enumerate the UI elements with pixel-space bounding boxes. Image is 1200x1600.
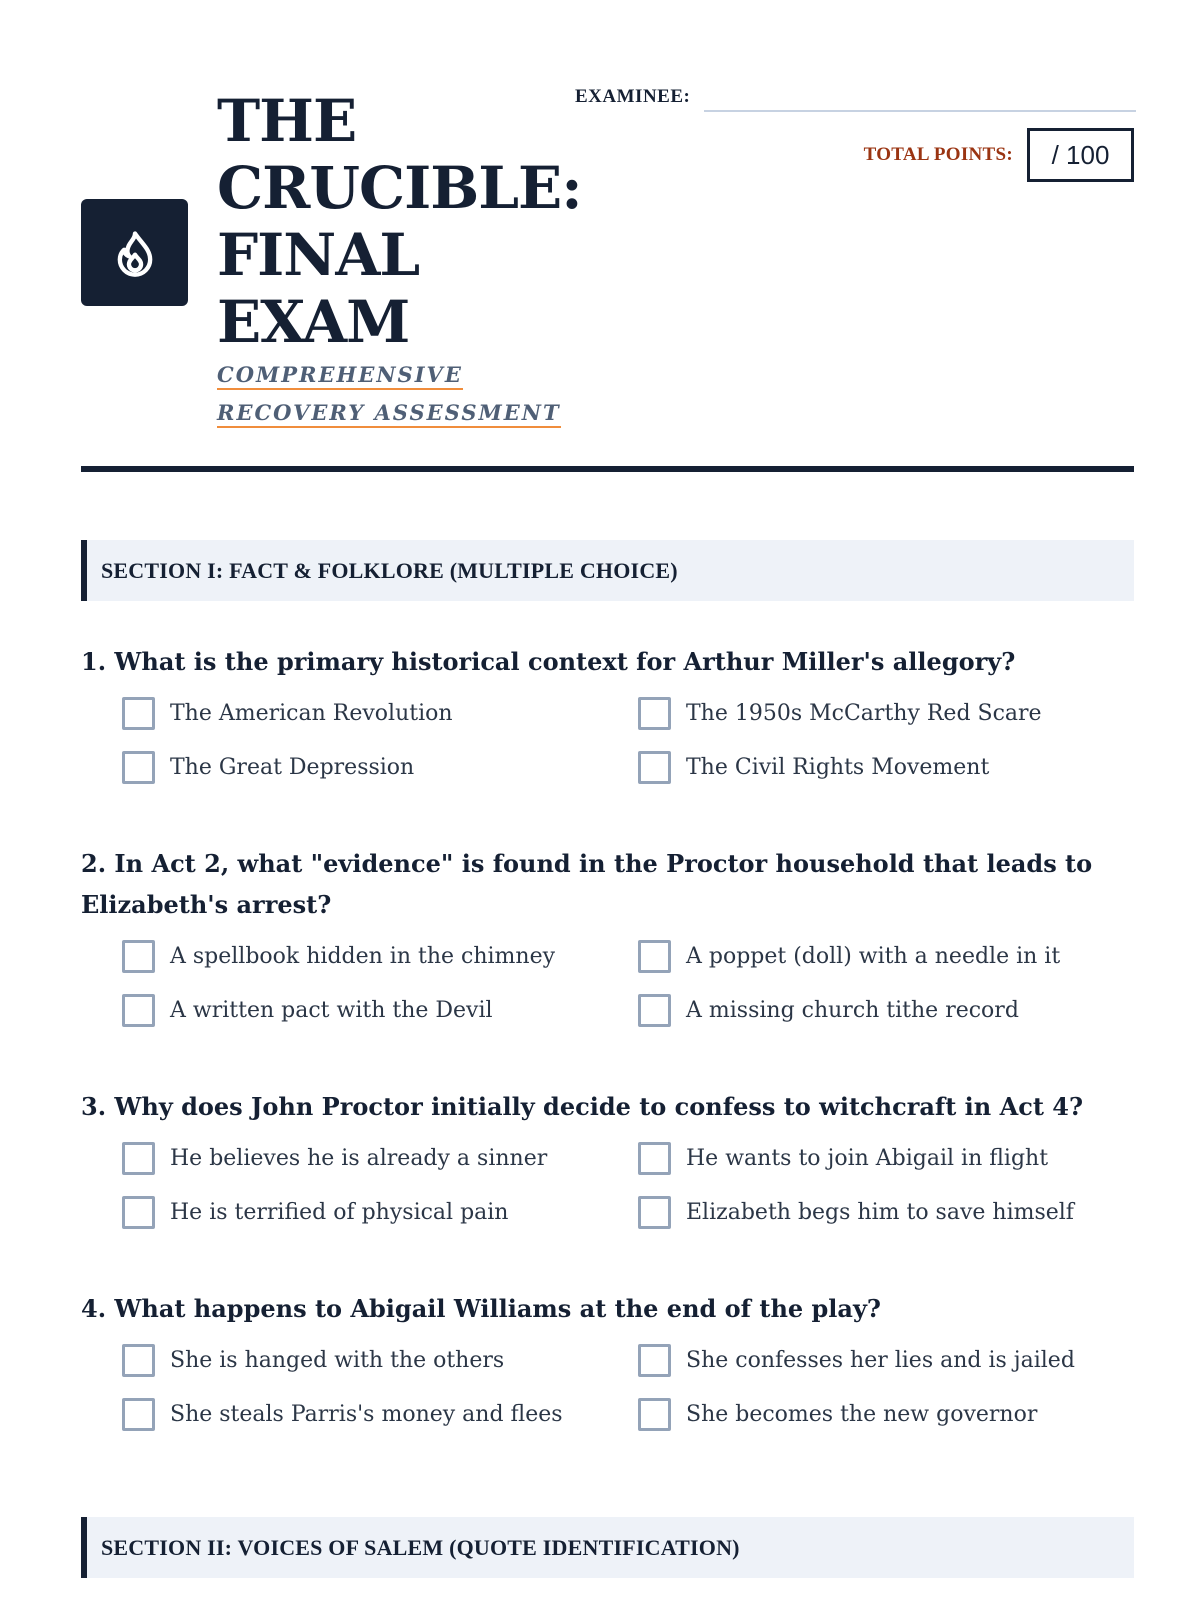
option-label: A poppet (doll) with a needle in it xyxy=(686,943,1061,969)
question-3 xyxy=(81,1086,1134,1229)
examinee-label: EXAMINEE: xyxy=(575,86,691,107)
answer-option[interactable] xyxy=(122,939,638,973)
question-text: 1. What is the primary historical context for Arthur Miller's allegory? xyxy=(81,647,1016,676)
exam-title xyxy=(217,87,582,356)
answer-option[interactable] xyxy=(122,1141,638,1175)
checkbox[interactable] xyxy=(122,1196,155,1229)
exam-header xyxy=(81,82,1134,472)
answer-options xyxy=(122,1343,1134,1431)
option-label: The Civil Rights Movement xyxy=(686,754,990,780)
total-points xyxy=(864,128,1134,182)
section-header-1 xyxy=(81,540,1134,601)
flame-icon xyxy=(109,227,161,279)
total-points-label: TOTAL POINTS: xyxy=(863,144,1013,165)
answer-option[interactable] xyxy=(638,750,1154,784)
answer-option[interactable] xyxy=(638,939,1154,973)
section-title: SECTION I: FACT & FOLKLORE (MULTIPLE CHOICE) xyxy=(101,557,678,583)
checkbox[interactable] xyxy=(638,940,671,973)
answer-option[interactable] xyxy=(638,993,1154,1027)
option-label: The 1950s McCarthy Red Scare xyxy=(686,700,1042,726)
section-title: SECTION II: VOICES OF SALEM (QUOTE IDENTIFICATION) xyxy=(101,1534,740,1560)
answer-option[interactable] xyxy=(122,1195,638,1229)
option-label: He believes he is already a sinner xyxy=(170,1145,548,1171)
question-4 xyxy=(81,1288,1134,1431)
checkbox[interactable] xyxy=(122,697,155,730)
title-line: THE xyxy=(217,87,357,155)
checkbox[interactable] xyxy=(122,1398,155,1431)
option-label: A spellbook hidden in the chimney xyxy=(170,943,556,969)
option-label: Elizabeth begs him to save himself xyxy=(686,1199,1074,1225)
option-label: She is hanged with the others xyxy=(170,1347,505,1373)
option-label: She confesses her lies and is jailed xyxy=(686,1347,1075,1373)
option-label: He wants to join Abigail in flight xyxy=(686,1145,1049,1171)
question-text: 4. What happens to Abigail Williams at the end of the play? xyxy=(81,1294,881,1323)
exam-subtitle xyxy=(217,358,561,434)
examinee-field xyxy=(575,86,1136,108)
question-2 xyxy=(81,843,1134,1027)
title-line: FINAL xyxy=(217,221,420,289)
logo xyxy=(81,199,188,306)
checkbox[interactable] xyxy=(122,751,155,784)
checkbox[interactable] xyxy=(122,1142,155,1175)
option-label: She steals Parris's money and flees xyxy=(170,1401,563,1427)
header-divider xyxy=(81,466,1134,472)
answer-option[interactable] xyxy=(122,750,638,784)
answer-option[interactable] xyxy=(638,1141,1154,1175)
checkbox[interactable] xyxy=(122,994,155,1027)
answer-option[interactable] xyxy=(638,1397,1154,1431)
answer-options xyxy=(122,939,1134,1027)
answer-option[interactable] xyxy=(638,1195,1154,1229)
answer-option[interactable] xyxy=(638,696,1154,730)
checkbox[interactable] xyxy=(638,697,671,730)
option-label: A missing church tithe record xyxy=(686,997,1019,1023)
answer-option[interactable] xyxy=(122,696,638,730)
checkbox[interactable] xyxy=(638,994,671,1027)
title-line: EXAM xyxy=(217,288,410,356)
checkbox[interactable] xyxy=(122,1344,155,1377)
option-label: The American Revolution xyxy=(170,700,453,726)
option-label: The Great Depression xyxy=(170,754,415,780)
option-label: She becomes the new governor xyxy=(686,1401,1038,1427)
subtitle-line: RECOVERY ASSESSMENT xyxy=(217,400,561,428)
answer-option[interactable] xyxy=(122,1343,638,1377)
checkbox[interactable] xyxy=(638,1344,671,1377)
option-label: A written pact with the Devil xyxy=(170,997,493,1023)
section-header-2 xyxy=(81,1517,1134,1578)
answer-option[interactable] xyxy=(638,1343,1154,1377)
checkbox[interactable] xyxy=(638,1398,671,1431)
answer-options xyxy=(122,1141,1134,1229)
question-text: 2. In Act 2, what "evidence" is found in the Proctor household that leads to Elizabeth's arrest? xyxy=(81,849,1093,919)
answer-option[interactable] xyxy=(122,1397,638,1431)
subtitle-line: COMPREHENSIVE xyxy=(217,362,463,390)
question-1 xyxy=(81,641,1134,784)
total-points-box[interactable]: / 100 xyxy=(1027,128,1134,182)
checkbox[interactable] xyxy=(122,940,155,973)
answer-options xyxy=(122,696,1134,784)
question-text: 3. Why does John Proctor initially decide to confess to witchcraft in Act 4? xyxy=(81,1092,1084,1121)
examinee-input-line[interactable] xyxy=(704,110,1136,112)
title-line: CRUCIBLE: xyxy=(217,154,582,222)
checkbox[interactable] xyxy=(638,1142,671,1175)
option-label: He is terrified of physical pain xyxy=(170,1199,509,1225)
answer-option[interactable] xyxy=(122,993,638,1027)
checkbox[interactable] xyxy=(638,751,671,784)
checkbox[interactable] xyxy=(638,1196,671,1229)
